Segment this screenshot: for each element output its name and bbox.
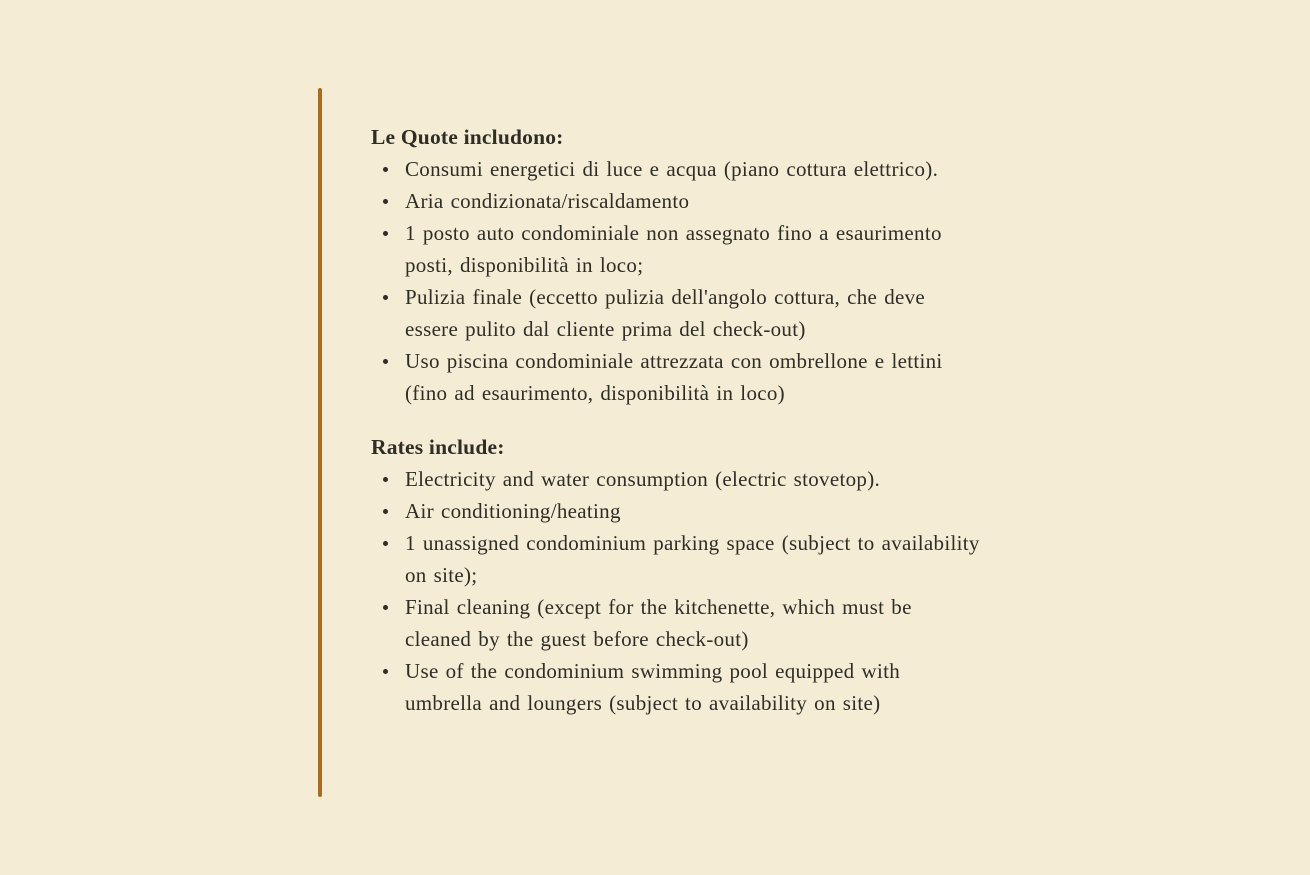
list-item-text: Use of the condominium swimming pool equipped with umbrella and loungers (subject to availability on site) bbox=[405, 659, 901, 715]
bullet-list-english bbox=[371, 463, 983, 719]
list-item-text: Final cleaning (except for the kitchenette, which must be cleaned by the guest before check-out) bbox=[405, 595, 912, 651]
bullet-dot-icon bbox=[383, 167, 388, 172]
bullet-dot-icon bbox=[383, 605, 388, 610]
list-item-text: Pulizia finale (eccetto pulizia dell'angolo cottura, che deve essere pulito dal cliente prima del check-out) bbox=[405, 285, 926, 341]
bullet-dot-icon bbox=[383, 295, 388, 300]
section-heading-english: Rates include: bbox=[371, 435, 505, 459]
list-item-text: 1 posto auto condominiale non assegnato fino a esaurimento posti, disponibilità in loco; bbox=[405, 221, 942, 277]
section-english-rates bbox=[371, 431, 983, 719]
list-item-text: Uso piscina condominiale attrezzata con ombrellone e lettini (fino ad esaurimento, disponibilità in loco) bbox=[405, 349, 943, 405]
bullet-dot-icon bbox=[383, 541, 388, 546]
list-item bbox=[371, 217, 983, 281]
list-item-text: Aria condizionata/riscaldamento bbox=[405, 189, 690, 213]
list-item bbox=[371, 345, 983, 409]
bullet-list-italian bbox=[371, 153, 983, 409]
list-item-text: Electricity and water consumption (electric stovetop). bbox=[405, 467, 881, 491]
section-heading-italian: Le Quote includono: bbox=[371, 125, 564, 149]
vertical-divider-line bbox=[318, 88, 322, 797]
list-item-text: Air conditioning/heating bbox=[405, 499, 621, 523]
list-item bbox=[371, 527, 983, 591]
list-item bbox=[371, 463, 983, 495]
list-item bbox=[371, 153, 983, 185]
bullet-dot-icon bbox=[383, 669, 388, 674]
bullet-dot-icon bbox=[383, 509, 388, 514]
bullet-dot-icon bbox=[383, 199, 388, 204]
list-item bbox=[371, 185, 983, 217]
text-content bbox=[371, 121, 983, 719]
list-item bbox=[371, 655, 983, 719]
section-italian-quotes bbox=[371, 121, 983, 409]
bullet-dot-icon bbox=[383, 477, 388, 482]
bullet-dot-icon bbox=[383, 359, 388, 364]
list-item bbox=[371, 281, 983, 345]
list-item bbox=[371, 591, 983, 655]
list-item bbox=[371, 495, 983, 527]
list-item-text: Consumi energetici di luce e acqua (piano cottura elettrico). bbox=[405, 157, 939, 181]
bullet-dot-icon bbox=[383, 231, 388, 236]
list-item-text: 1 unassigned condominium parking space (subject to availability on site); bbox=[405, 531, 980, 587]
